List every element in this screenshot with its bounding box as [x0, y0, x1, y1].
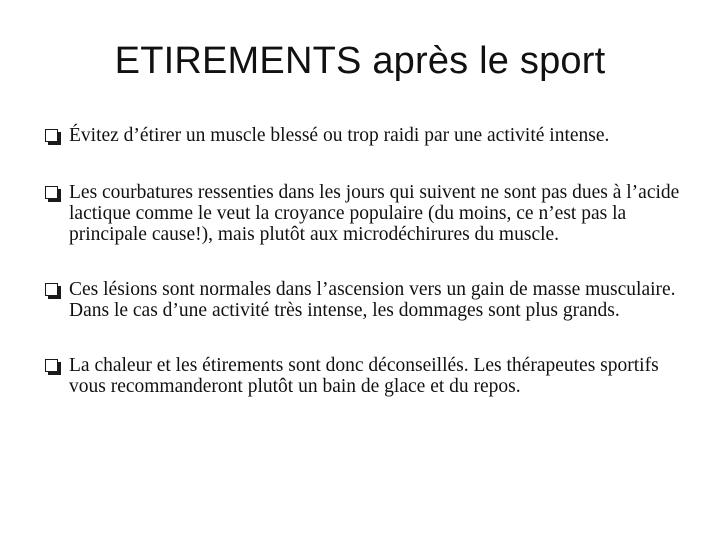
bullet-text: Évitez d’étirer un muscle blessé ou trop raidi par une activité intense. [69, 125, 610, 146]
bullet-item [45, 279, 695, 321]
bullet-item [45, 355, 695, 397]
bullet-text: Ces lésions sont normales dans l’ascension vers un gain de masse musculaire. Dans le cas d’une activité très intense, les dommages sont plus grands. [69, 279, 676, 321]
checkbox-bullet-icon [45, 129, 58, 142]
bullet-item [45, 125, 695, 146]
bullet-text: Les courbatures ressenties dans les jours qui suivent ne sont pas dues à l’acide lactique comme le veut la croyance populaire (du moins, ce n’est pas la principale cause!), mais plutôt aux microdéchirures du muscle. [69, 182, 680, 245]
bullet-item [45, 182, 695, 245]
bullet-list [45, 125, 695, 397]
bullet-text: La chaleur et les étirements sont donc déconseillés. Les thérapeutes sportifs vous recommanderont plutôt un bain de glace et du repos. [69, 355, 659, 397]
checkbox-bullet-icon [45, 359, 58, 372]
checkbox-bullet-icon [45, 283, 58, 296]
checkbox-bullet-icon [45, 186, 58, 199]
slide-title: ETIREMENTS après le sport [114, 40, 606, 82]
